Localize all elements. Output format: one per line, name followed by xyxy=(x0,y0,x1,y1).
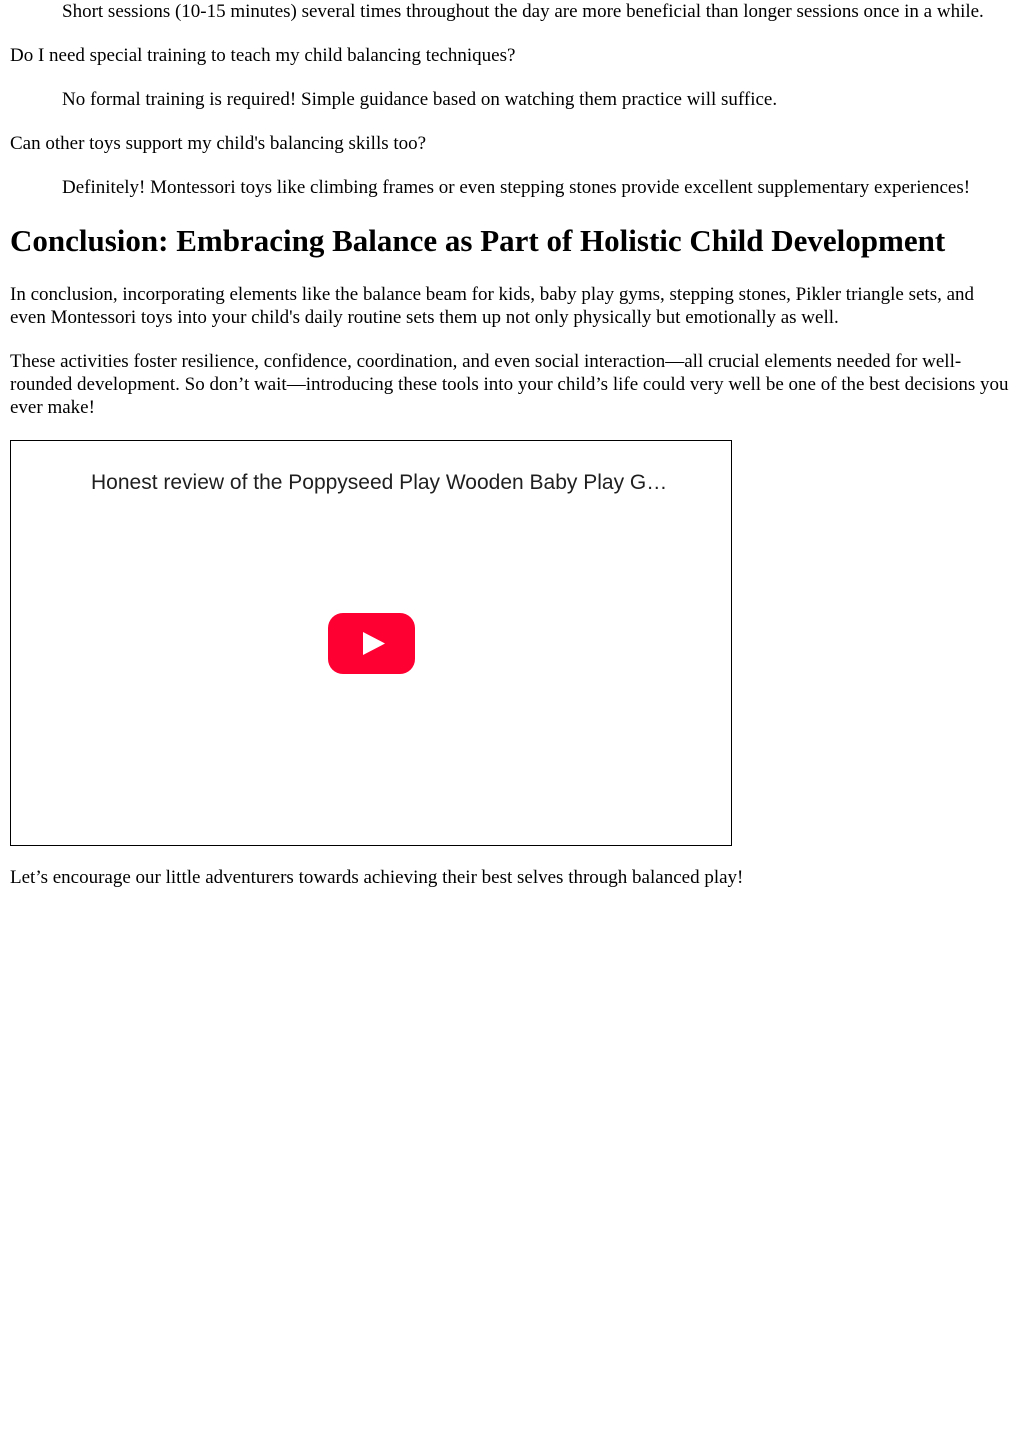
conclusion-heading: Conclusion: Embracing Balance as Part of Holistic Child Development xyxy=(10,223,946,258)
play-button[interactable] xyxy=(328,613,415,674)
youtube-play-icon xyxy=(328,613,415,674)
faq-question: Can other toys support my child's balancing skills too? xyxy=(10,133,427,154)
conclusion-paragraph: These activities foster resilience, confidence, coordination, and even social interaction—all crucial elements needed for well-rounded development. So don’t wait—introducing these tools into your child’s life could very well be one of the best decisions you ever make! xyxy=(10,351,1009,418)
faq-answer: Definitely! Montessori toys like climbing frames or even stepping stones provide excellent supplementary experiences! xyxy=(62,177,971,198)
conclusion-paragraph: In conclusion, incorporating elements like the balance beam for kids, baby play gyms, stepping stones, Pikler triangle sets, and even Montessori toys into your child's daily routine sets them up not only physically but emotionally as well. xyxy=(10,284,975,328)
faq-answer: No formal training is required! Simple guidance based on watching them practice will suffice. xyxy=(62,89,778,110)
video-title[interactable]: Honest review of the Poppyseed Play Wooden Baby Play G… xyxy=(91,471,668,494)
video-embed[interactable] xyxy=(10,440,732,846)
closing-paragraph: Let’s encourage our little adventurers towards achieving their best selves through balanced play! xyxy=(10,867,744,888)
faq-answer: Short sessions (10-15 minutes) several times throughout the day are more beneficial than longer sessions once in a while. xyxy=(62,1,984,22)
faq-question: Do I need special training to teach my child balancing techniques? xyxy=(10,45,516,66)
